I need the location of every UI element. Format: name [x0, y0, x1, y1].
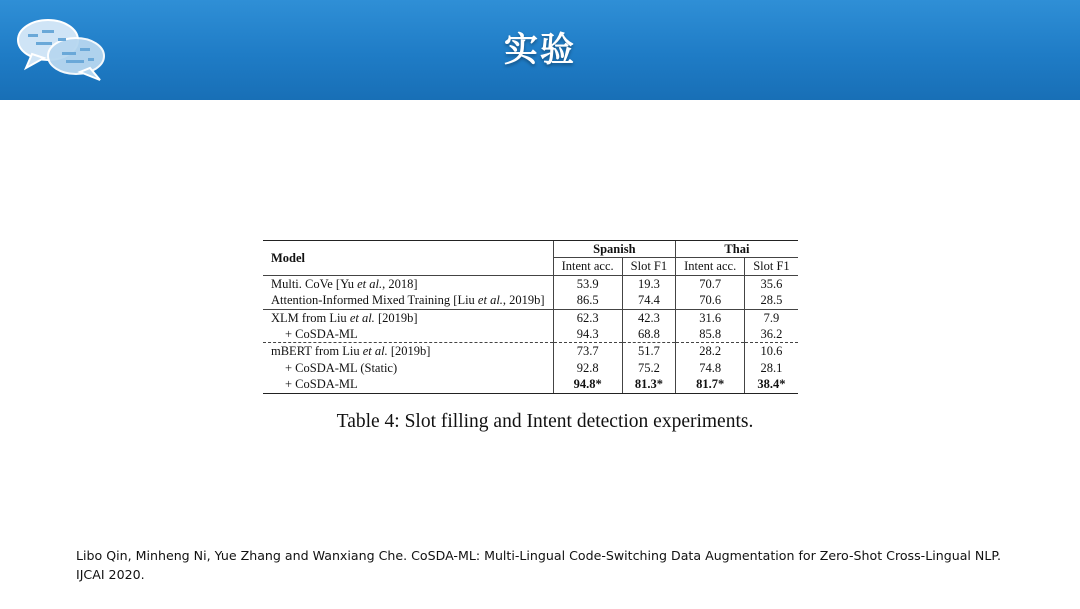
- table-row: [263, 275, 798, 292]
- table-header-row: [263, 241, 798, 258]
- results-table-container: [263, 240, 798, 394]
- value-cell: 75.2: [622, 360, 675, 376]
- value-cell: 68.8: [622, 326, 675, 343]
- value-cell: 38.4*: [745, 376, 798, 393]
- value-cell: 28.5: [745, 292, 798, 309]
- table-caption: Table 4: Slot filling and Intent detection experiments.: [336, 411, 754, 432]
- value-cell: 94.3: [553, 326, 622, 343]
- value-cell: 36.2: [745, 326, 798, 343]
- value-cell: 28.1: [745, 360, 798, 376]
- value-cell: 94.8*: [553, 376, 622, 393]
- value-cell: 81.3*: [622, 376, 675, 393]
- value-cell: 74.8: [676, 360, 745, 376]
- model-name: Multi. CoVe [Yu et al., 2018]: [263, 275, 553, 292]
- value-cell: 10.6: [745, 343, 798, 360]
- citation-line: Libo Qin, Minheng Ni, Yue Zhang and Wanxiang Che. CoSDA-ML: Multi-Lingual Code-Switching Data Augmentation for Zero-Shot Cross-Lingual NLP.: [76, 548, 1001, 563]
- value-cell: 92.8: [553, 360, 622, 376]
- spanish-intent-header: Intent acc.: [553, 258, 622, 275]
- value-cell: 35.6: [745, 275, 798, 292]
- thai-intent-header: Intent acc.: [676, 258, 745, 275]
- table-row: [263, 360, 798, 376]
- model-name: + CoSDA-ML: [285, 327, 358, 342]
- value-cell: 31.6: [676, 309, 745, 326]
- value-cell: 85.8: [676, 326, 745, 343]
- value-cell: 7.9: [745, 309, 798, 326]
- value-cell: 19.3: [622, 275, 675, 292]
- value-cell: 81.7*: [676, 376, 745, 393]
- thai-slot-header: Slot F1: [745, 258, 798, 275]
- value-cell: 42.3: [622, 309, 675, 326]
- citation-line: IJCAI 2020.: [76, 567, 145, 582]
- model-name: + CoSDA-ML: [263, 376, 553, 393]
- value-cell: 70.6: [676, 292, 745, 309]
- spanish-slot-header: Slot F1: [622, 258, 675, 275]
- table-row: [263, 292, 798, 309]
- table-row: [263, 309, 798, 326]
- results-table: [263, 240, 798, 394]
- model-column-header: Model: [263, 241, 553, 276]
- table-row: [263, 326, 798, 343]
- value-cell: 28.2: [676, 343, 745, 360]
- model-name: mBERT from Liu et al. [2019b]: [263, 343, 553, 360]
- thai-group-header: Thai: [676, 241, 798, 258]
- title-bar: [0, 0, 1080, 100]
- value-cell: 74.4: [622, 292, 675, 309]
- spanish-group-header: Spanish: [553, 241, 676, 258]
- value-cell: 62.3: [553, 309, 622, 326]
- citation: [76, 546, 1066, 584]
- model-name: + CoSDA-ML (Static): [285, 360, 398, 375]
- value-cell: 53.9: [553, 275, 622, 292]
- value-cell: 86.5: [553, 292, 622, 309]
- table-row: [263, 376, 798, 393]
- value-cell: 70.7: [676, 275, 745, 292]
- value-cell: 73.7: [553, 343, 622, 360]
- model-name: Attention-Informed Mixed Training [Liu et al., 2019b]: [271, 293, 545, 308]
- value-cell: 51.7: [622, 343, 675, 360]
- slide-title: 实验: [504, 30, 576, 70]
- table-row: [263, 343, 798, 360]
- model-name: XLM from Liu et al. [2019b]: [263, 309, 553, 326]
